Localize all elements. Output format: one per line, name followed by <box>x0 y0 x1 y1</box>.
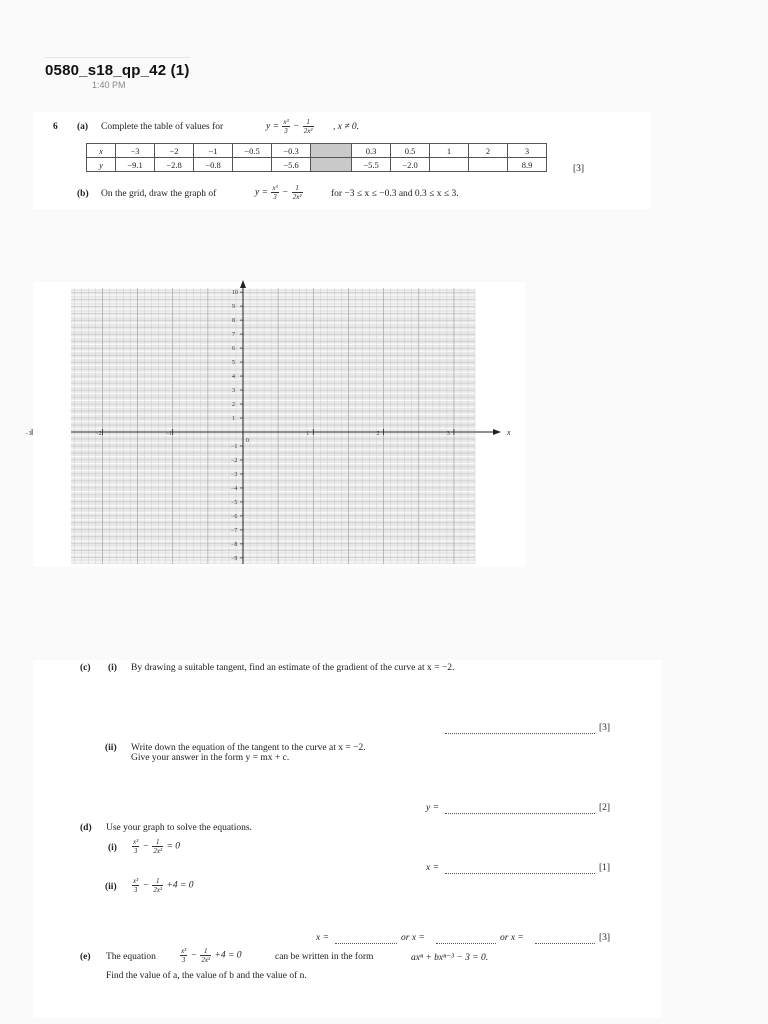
eq-frac-2 <box>152 838 163 855</box>
table-cell: −3 <box>116 144 155 158</box>
x-tick-label: 1 <box>306 431 310 437</box>
part-c-ii-text-1: Write down the equation of the tangent to the curve at x = −2. <box>131 743 366 753</box>
eq-suffix: +4 = 0 <box>214 950 242 961</box>
eq-num-2: 1 <box>200 947 211 956</box>
eq-den-1: 3 <box>133 886 138 894</box>
eq-num-1: x³ <box>133 877 139 885</box>
eq-suffix: = 0 <box>166 841 181 852</box>
eq-frac-1 <box>282 118 289 135</box>
part-c-i-label: (i) <box>108 663 117 673</box>
part-c-ii-answer-prefix: y = <box>426 803 440 813</box>
part-e-equation <box>179 947 242 964</box>
eq-frac-1 <box>132 838 139 855</box>
table-cell: 0.5 <box>391 144 430 158</box>
x-tick-label: −3 <box>25 431 32 437</box>
page-questions-cde[interactable] <box>33 660 662 1018</box>
part-e-form: axⁿ + bxⁿ⁻³ − 3 = 0. <box>411 953 489 963</box>
eq-frac-2 <box>292 184 303 201</box>
eq-num-1: x³ <box>133 838 139 846</box>
table-cell-blank[interactable] <box>430 158 469 172</box>
part-d-ii-or-2: or x = <box>500 933 524 943</box>
part-c-i-marks: [3] <box>599 723 611 733</box>
y-tick-label: −1 <box>231 443 238 450</box>
app-header <box>0 0 768 100</box>
title-divider <box>45 57 190 58</box>
table-cell: 1 <box>430 144 469 158</box>
eq-lhs: y = <box>255 187 269 198</box>
eq-num-2: 1 <box>303 118 314 127</box>
eq-frac-1 <box>132 877 139 894</box>
part-e-text-2: can be written in the form <box>275 952 374 962</box>
eq-frac-2 <box>303 118 314 135</box>
y-tick-label: 5 <box>232 360 235 367</box>
eq-num-1: x³ <box>272 184 278 192</box>
y-axis-arrow <box>240 280 246 288</box>
y-tick-label: −9 <box>231 555 238 562</box>
x-tick-label: 3 <box>446 431 450 437</box>
y-tick-label: −8 <box>231 541 238 548</box>
part-d-label: (d) <box>80 823 92 833</box>
x-tick-label: 2 <box>376 431 380 437</box>
y-tick-label: −2 <box>231 457 238 464</box>
eq-minus: − <box>281 187 289 198</box>
table-cell: 0.3 <box>352 144 391 158</box>
table-header-y: y <box>87 158 116 172</box>
table-cell: −1 <box>194 144 233 158</box>
y-tick-label: 8 <box>232 318 235 325</box>
y-tick-label: 2 <box>232 402 235 409</box>
table-cell: −0.5 <box>233 144 272 158</box>
x-tick-label: −2 <box>95 431 102 437</box>
y-tick-label: 9 <box>232 304 235 311</box>
x-tick-label: 0 <box>246 438 249 444</box>
eq-num-2: 1 <box>292 184 303 193</box>
document-title: 0580_s18_qp_42 (1) <box>45 62 190 79</box>
part-b-range: for −3 ≤ x ≤ −0.3 and 0.3 ≤ x ≤ 3. <box>331 189 459 199</box>
eq-frac-1 <box>271 184 278 201</box>
part-c-label: (c) <box>80 663 91 673</box>
answer-line[interactable] <box>445 721 595 739</box>
eq-den-2: 2x² <box>153 847 163 855</box>
part-d-ii-or-1: or x = <box>401 933 425 943</box>
table-cell: −9.1 <box>116 158 155 172</box>
table-header-x: x <box>87 144 116 158</box>
part-b-text: On the grid, draw the graph of <box>101 189 217 199</box>
page-question-6ab[interactable] <box>33 112 650 209</box>
part-d-ii-label: (ii) <box>105 882 117 892</box>
part-d-ii-answer-prefix: x = <box>316 933 330 943</box>
graph-grid[interactable] <box>25 282 525 567</box>
y-tick-label: −5 <box>231 499 238 506</box>
values-table <box>86 143 547 172</box>
y-tick-label: 7 <box>232 332 235 339</box>
eq-den-2: 2x² <box>201 956 211 964</box>
table-cell-shaded <box>311 144 352 158</box>
eq-den-1: 3 <box>133 847 138 855</box>
part-d-text: Use your graph to solve the equations. <box>106 823 252 833</box>
eq-den-1: 3 <box>181 956 186 964</box>
eq-minus: − <box>292 121 300 132</box>
y-tick-label: −3 <box>231 471 238 478</box>
table-cell-shaded <box>311 158 352 172</box>
y-tick-label: −4 <box>231 485 238 492</box>
eq-frac-2 <box>200 947 211 964</box>
eq-frac-2 <box>152 877 163 894</box>
y-tick-label: 4 <box>232 374 235 381</box>
eq-num-2: 1 <box>152 838 163 847</box>
part-b-equation <box>255 184 304 201</box>
x-axis-label: x <box>507 428 511 437</box>
eq-den-2: 2x² <box>153 886 163 894</box>
part-a-equation <box>266 118 315 135</box>
answer-line[interactable] <box>436 931 496 949</box>
part-a-text: Complete the table of values for <box>101 122 224 132</box>
eq-den-1: 3 <box>273 193 277 201</box>
table-cell: −2.0 <box>391 158 430 172</box>
part-a-marks: [3] <box>573 164 585 174</box>
part-c-ii-label: (ii) <box>105 743 117 753</box>
eq-minus: − <box>142 880 150 891</box>
part-e-text-3: Find the value of a, the value of b and the value of n. <box>106 971 307 981</box>
part-a-label: (a) <box>77 122 89 132</box>
y-tick-label: 10 <box>232 290 238 297</box>
part-c-ii-text-2: Give your answer in the form y = mx + c. <box>131 753 290 763</box>
table-cell: 3 <box>508 144 547 158</box>
y-tick-label: 1 <box>232 416 235 423</box>
table-cell-blank[interactable] <box>469 158 508 172</box>
part-d-ii-marks: [3] <box>599 933 611 943</box>
part-c-i-text: By drawing a suitable tangent, find an estimate of the gradient of the curve at x = −2. <box>131 663 455 673</box>
x-tick-label: −1 <box>165 431 173 437</box>
table-cell-blank[interactable] <box>233 158 272 172</box>
eq-minus: − <box>190 950 198 961</box>
table-cell: 8.9 <box>508 158 547 172</box>
table-cell: −5.5 <box>352 158 391 172</box>
answer-line[interactable] <box>445 801 595 819</box>
eq-den-2: 2x² <box>303 127 313 135</box>
question-number: 6 <box>53 122 58 132</box>
y-tick-label: 3 <box>232 388 235 395</box>
table-cell: −0.8 <box>194 158 233 172</box>
part-d-i-label: (i) <box>108 843 117 853</box>
eq-minus: − <box>142 841 150 852</box>
y-tick-label: −7 <box>231 527 238 534</box>
table-cell: −0.3 <box>272 144 311 158</box>
table-cell: −2 <box>155 144 194 158</box>
x-axis-arrow <box>493 429 501 435</box>
eq-den-1: 3 <box>284 127 288 135</box>
part-e-text-1: The equation <box>106 952 156 962</box>
document-time: 1:40 PM <box>92 80 126 90</box>
part-d-i-answer-prefix: x = <box>426 863 440 873</box>
eq-num-2: 1 <box>152 877 163 886</box>
part-c-ii-marks: [2] <box>599 803 611 813</box>
eq-frac-1 <box>180 947 187 964</box>
table-row-y <box>87 158 547 172</box>
page-graph-grid[interactable] <box>25 282 525 567</box>
eq-num-1: x³ <box>181 947 187 955</box>
table-cell: −5.6 <box>272 158 311 172</box>
table-row-x <box>87 144 547 158</box>
part-b-label: (b) <box>77 189 89 199</box>
part-d-i-equation <box>131 838 180 855</box>
part-e-label: (e) <box>80 952 91 962</box>
answer-line[interactable] <box>335 931 397 949</box>
y-tick-label: −6 <box>231 513 238 520</box>
part-d-ii-equation <box>131 877 194 894</box>
part-a-condition: , x ≠ 0. <box>333 122 360 132</box>
part-d-i-marks: [1] <box>599 863 611 873</box>
eq-lhs: y = <box>266 121 280 132</box>
eq-den-2: 2x² <box>292 193 302 201</box>
eq-suffix: +4 = 0 <box>166 880 194 891</box>
answer-line[interactable] <box>445 861 595 879</box>
answer-line[interactable] <box>535 931 595 949</box>
table-cell: −2.8 <box>155 158 194 172</box>
y-tick-label: 6 <box>232 346 235 353</box>
table-cell: 2 <box>469 144 508 158</box>
eq-num-1: x³ <box>283 118 289 126</box>
